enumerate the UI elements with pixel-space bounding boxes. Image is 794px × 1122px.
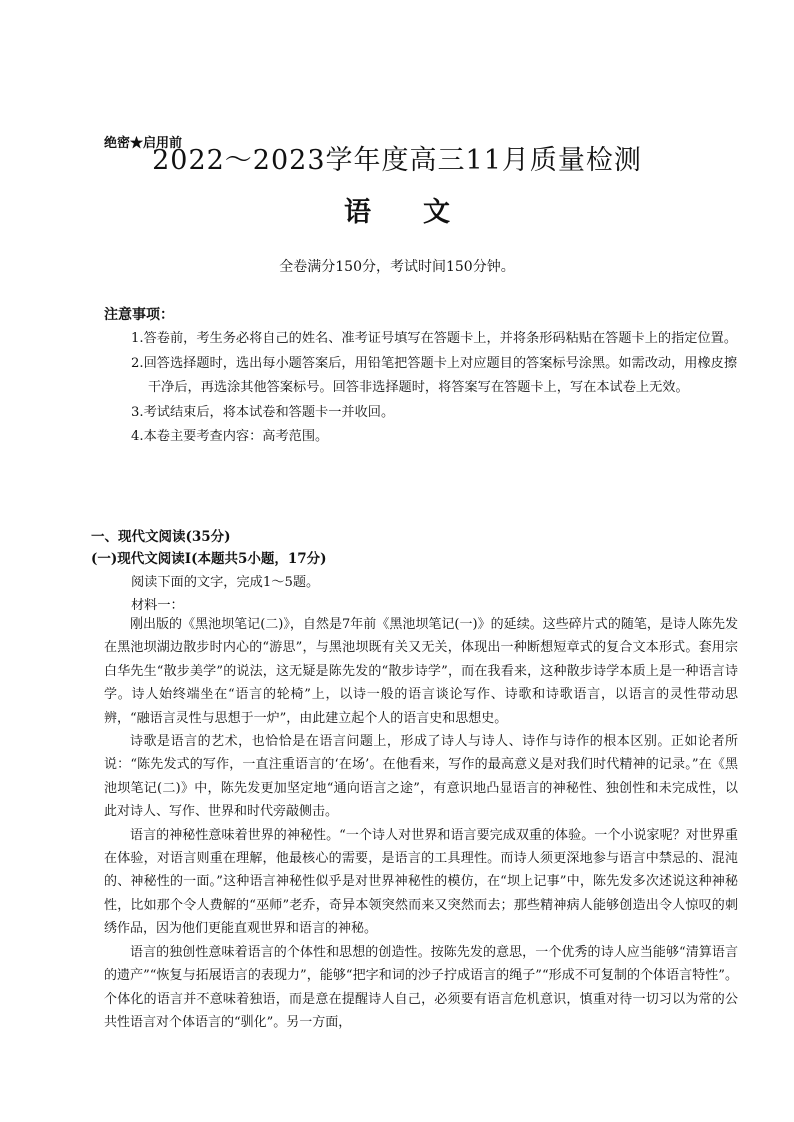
article-body bbox=[104, 613, 738, 1034]
notice-item: 2.回答选择题时，选出每小题答案后，用铅笔把答题卡上对应题目的答案标号涂黑。如需改动，用橡皮擦干净后，再选涂其他答案标号。回答非选择题时，将答案写在答题卡上，写在本试卷上无效。 bbox=[131, 355, 738, 395]
notice-item: 1.答卷前，考生务必将自己的姓名、准考证号填写在答题卡上，并将条形码粘贴在答题卡上的指定位置。 bbox=[131, 331, 738, 346]
subject-title: 语文 bbox=[344, 197, 502, 228]
material-label: 材料一： bbox=[131, 598, 184, 613]
notice-list bbox=[131, 327, 737, 450]
article-paragraph: 诗歌是语言的艺术，也恰恰是在语言问题上，形成了诗人与诗人、诗作与诗作的根本区别。正如论者所说：“陈先发式的写作，一直注重语言的‘在场’。在他看来，写作的最高意义是对我们时代精神的记录。”在《黑池坝笔记(二)》中，陈先发更加坚定地“通向语言之途”，有意识地凸显语言的神秘性、独创性和未完成性，以此对诗人、写作、世界和时代旁敲侧击。 bbox=[104, 734, 738, 820]
notice-item: 4.本卷主要考查内容：高考范围。 bbox=[131, 429, 329, 444]
secret-label: 绝密★启用前 bbox=[104, 136, 183, 151]
reading-instruction: 阅读下面的文字，完成1～5题。 bbox=[131, 575, 320, 590]
article-paragraph: 语言的神秘性意味着世界的神秘性。“一个诗人对世界和语言要完成双重的体验。一个小说家呢？对世界重在体验，对语言则重在理解，他最核心的需要，是语言的工具理性。而诗人须更深地参与语言中禁忌的、混沌的、神秘性的一面。”这种语言神秘性似乎是对世界神秘性的模仿，在“坝上记事”中，陈先发多次述说这种神秘性，比如那个令人费解的“巫师”老乔，奇异本领突然而来又突然而去；那些精神病人能够创造出令人惊叹的刺绣作品，因为他们更能直观世界和语言的神秘。 bbox=[104, 827, 738, 937]
notice-heading: 注意事项： bbox=[104, 307, 174, 323]
article-paragraph: 刚出版的《黑池坝笔记(二)》，自然是7年前《黑池坝笔记(一)》的延续。这些碎片式的随笔，是诗人陈先发在黑池坝湖边散步时内心的“游思”，与黑池坝既有关又无关，体现出一种断想短章式的复合文本形式。套用宗白华先生“散步美学”的说法，这无疑是陈先发的“散步诗学”，而在我看来，这种散步诗学本质上是一种语言诗学。诗人始终端坐在“语言的轮椅”上，以诗一般的语言谈论写作、诗歌和诗歌语言，以语言的灵性带动思辨，“融语言灵性与思想于一炉”，由此建立起个人的语言史和思想史。 bbox=[104, 617, 738, 726]
exam-info: 全卷满分150分，考试时间150分钟。 bbox=[279, 259, 515, 275]
subsection-heading: (一)现代文阅读Ⅰ(本题共5小题，17分) bbox=[91, 551, 327, 567]
notice-item: 3.考试结束后，将本试卷和答题卡一并收回。 bbox=[131, 404, 395, 420]
section-heading: 一、现代文阅读(35分) bbox=[91, 529, 231, 545]
exam-title: 2022～2023学年度高三11月质量检测 bbox=[152, 145, 642, 176]
article-paragraph: 语言的独创性意味着语言的个体性和思想的创造性。按陈先发的意思，一个优秀的诗人应当能够“清算语言的遗产”“恢复与拓展语言的表现力”，能够“把字和词的沙子拧成语言的绳子”“形成不可复制的个体语言特性”。个体化的语言并不意味着独语，而是意在提醒诗人自己，必须要有语言危机意识，慎重对待一切习以为常的公共性语言对个体语言的“驯化”。另一方面， bbox=[104, 944, 738, 1030]
